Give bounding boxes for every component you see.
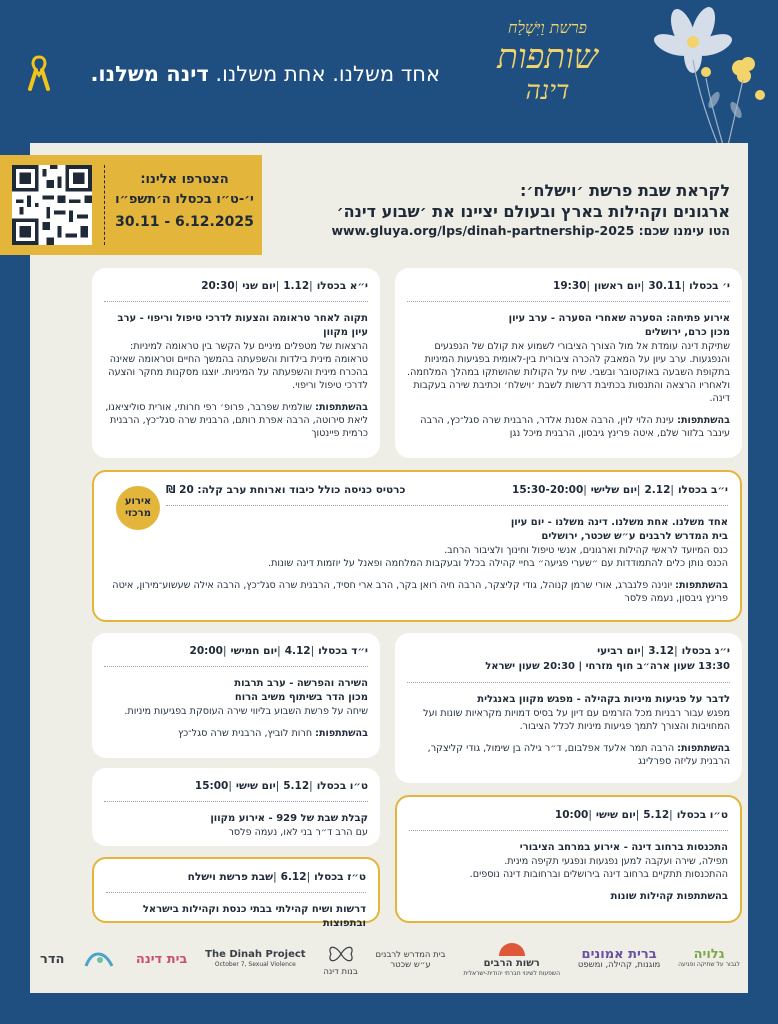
dotted-divider: [104, 301, 368, 302]
event-time: 15:30-20:00: [512, 484, 584, 496]
dotted-divider: [106, 892, 366, 893]
participants-label: בהשתתפות:: [677, 415, 730, 426]
hamesh-hatzi-logo: [82, 948, 118, 973]
event-title: לדבר על פגיעות מיניות בקהילה - מפגש מקוון באנגלית: [477, 694, 730, 705]
event-date: 3.12: [648, 645, 675, 657]
event-description: כנס המיועד לראשי קהילות וארגונים, אנשי טיפול וחינוך ולציבור הרחב.: [444, 545, 728, 556]
event-title: תקוה לאחר טראומה והצעות לדרכי טיפול וריפוי - ערב עיון מקוון: [117, 313, 368, 338]
partner-logos: [40, 935, 740, 985]
dotted-divider: [104, 666, 368, 667]
event-title: קבלת שבת של 929 - אירוע מקוון: [210, 813, 368, 824]
event-day: יום רביעי: [597, 645, 641, 657]
event-time: 10:00: [554, 809, 589, 821]
event-meta: י״ד בכסלו|4.12|יום חמישי|20:00: [189, 645, 368, 657]
join-label: הצטרפו אלינו:: [140, 172, 229, 187]
dotted-divider: [407, 682, 730, 683]
event-day: יום ראשון: [594, 280, 641, 292]
participants-label: בהשתתפות:: [677, 743, 730, 754]
event-hebrew-date: י״ג בכסלו: [681, 645, 730, 657]
participants-label: בהשתתפות:: [675, 580, 728, 591]
event-hebrew-date: ט״ו בכסלו: [676, 809, 728, 821]
website-link[interactable]: www.gluya.org/lps/dinah-partnership-2025: [331, 223, 635, 238]
participants-label: בהשתתפות:: [315, 402, 368, 413]
event-time: 19:30: [553, 280, 587, 292]
event-description: שיחה על פרשת השבוע בליווי שירה העוסקת בפגיעות מיניות.: [124, 706, 368, 717]
event-time: 15:00: [194, 780, 229, 792]
galuya-logo: גלויה לגבור על שתיקה ופגיעה: [678, 947, 740, 968]
event-venue: בית המדרש לרבנים ע״ש שכטר, ירושלים: [541, 531, 728, 542]
event-venue: מכון כרם, ירושלים: [644, 327, 730, 338]
event-title: השירה והפרשה - ערב תרבות: [234, 678, 368, 689]
event-date: 5.12: [643, 809, 670, 821]
join-divider: [104, 165, 105, 245]
event-time: 20:30: [201, 280, 235, 292]
event-description: מפגש עבור רבניות מכל הזרמים עם דיון על בסיס דמויות מקראיות שונות ועל המחויבות והצורך לתמך פגיעות מיניות לכלל הציבור.: [423, 708, 730, 732]
event-description-2: הכנס נותן כלים להתמודדות עם ״שערי פגיעה״ בחיי קהילה בכלל ובעקבות המלחמה ופאנל על יוזמות דינה שונות.: [268, 558, 728, 569]
event-time: 13:30 שעון ארה״ב חוף מזרחי | 20:30 שעון ישראל: [485, 661, 730, 672]
qr-code-icon[interactable]: [12, 165, 92, 245]
event-hebrew-date: י״א בכסלו: [316, 280, 368, 292]
event-description: עם הרב ד״ר בני לאו, נעמה פלסר: [228, 827, 368, 838]
event-description: תפילה, שירה ועקבה למען נפגעות ונפגעי תקיפה מינית.: [504, 856, 728, 867]
event-meta: י״ג בכסלו|3.12|יום רביעי: [597, 645, 730, 657]
event-meta: ט״ז בכסלו|6.12|שבת פרשת וישלח: [187, 871, 366, 883]
intro-title-line1: לקראת שבת פרשת ׳וישלח׳:: [519, 181, 730, 200]
dotted-divider: [407, 301, 730, 302]
event-day: יום חמישי: [230, 645, 278, 657]
logo-main: שותפות: [497, 37, 598, 77]
intro-title: [290, 180, 730, 222]
rashut-harabbim-logo: רשות הרבים השפעות לשינוי חברתי יהודית-ישראלית: [463, 942, 560, 979]
hadar-logo: הדר: [40, 952, 65, 967]
event-date: 2.12: [644, 484, 671, 496]
yellow-ribbon-icon: [28, 55, 50, 91]
event-hebrew-date: ט״ז בכסלו: [314, 871, 366, 883]
participants-label: בהשתתפות קהילות שונות: [610, 891, 728, 902]
tagline-plain: אחד משלנו. אחת משלנו.: [208, 62, 440, 86]
flowers-illustration: [628, 0, 778, 145]
schechter-logo: בית המדרש לרבנים ע״ש שכטר: [375, 950, 446, 970]
event-card-culture: [92, 633, 380, 758]
event-participants: עינת הלוי לוין, הרבה אסנת אלדר, הרבנית שרה סגל־כץ, הרבה עינבר בלזור שלם, איטה פרינץ גיבסון, הרבנית מיכל נגן: [420, 415, 730, 439]
join-hebrew-dates: י׳-ט״ו בכסלו ה׳תשפ״ו: [115, 192, 254, 207]
logo-sub: פרשת וַיִּשְׁלַח: [508, 18, 587, 37]
event-card-main: [92, 470, 742, 622]
event-date: 1.12: [283, 280, 310, 292]
event-day: יום שישי: [595, 809, 636, 821]
ticket-info: כרטיס כניסה כולל כיבוד וארוחת ערב קלה: 20 ₪: [166, 484, 406, 496]
event-card-shabbat: [92, 857, 380, 929]
intro-title-line2: ארגונים וקהילות בארץ ובעולם יציינו את ׳שבוע דינה׳: [336, 202, 730, 221]
dotted-divider: [104, 801, 368, 802]
event-title: התכנסות ברחוב דינה - אירוע במרחב הציבורי: [519, 842, 728, 853]
event-participants: יונינה פלנברג, אורי שרמן קנוהל, גודי קליצקר, הרבה חיה רואן בקר, הרב ארי חסיד, הרבנית שרה סגל־כץ, הרבה אילה שעשוע־מירון, איטה פרינץ גיבסון, נעמה פלסר: [112, 580, 728, 604]
dotted-divider: [166, 505, 728, 506]
event-card-street: [395, 795, 742, 923]
event-participants: חרות לוביץ, הרבנית שרה סגל־כץ: [177, 728, 313, 739]
event-description-2: ההתכנסות תתקיים ברחוב דינה בירושלים וברחובות דינה נוספים.: [469, 869, 728, 880]
participants-label: בהשתתפות:: [315, 728, 368, 739]
url-label: הטו עימנו שכם:: [638, 223, 730, 238]
event-participants: שולמית שפרבר, פרופ׳ רפי חרותי, אורית סוליציאנו, ליאת סירוטה, הרבה אפרת רותם, הרבנית שרה סגל־כץ, הרבנית כרמית פיינטוך: [105, 402, 368, 439]
event-meta: ט״ו בכסלו|5.12|יום שישי|10:00: [554, 809, 728, 821]
event-participants: הרבה תמר אלעד אפלבום, ד״ר גילה בן שימול, גודי קליצקר, הרבנית עליזה ספרלינג: [427, 743, 730, 767]
event-date: 6.12: [280, 871, 307, 883]
logo-name: דינה: [525, 76, 570, 106]
event-day: יום שישי: [235, 780, 276, 792]
dinah-project-logo: The Dinah Project October 7, Sexual Violence: [205, 949, 306, 968]
event-card-opening: [395, 268, 742, 458]
join-dates: 30.11 - 6.12.2025: [115, 214, 254, 230]
event-meta: י״ב בכסלו|2.12|יום שלישי|15:30-20:00 כרטיס כניסה כולל כיבוד וארוחת ערב קלה: 20 ₪: [166, 484, 728, 496]
brit-amanim-logo: ברית אמונים מוגנות, קהילה, ומשפט: [577, 947, 661, 970]
tagline: [60, 62, 440, 86]
event-hebrew-date: י״ב בכסלו: [677, 484, 728, 496]
event-card-trauma: [92, 268, 380, 458]
event-date: 4.12: [284, 645, 311, 657]
campaign-logo: [460, 18, 635, 128]
event-meta: י״א בכסלו|1.12|יום שני|20:30: [201, 280, 368, 292]
event-date: 5.12: [283, 780, 310, 792]
event-description: שתיקת דינה עומדת אל מול הצורך הציבורי לשמוע את קולם של הנפגעים והנפגעות. ערב עיון על המאבק להכרה ציבורית בין-לאומית בפגיעות המיניות בתקופת השבעה באוקטובר ובשבי. שיח על הקולות שהושתקו במהלך המלחמה. ולאחריו הרצאה והתנסות בכתיבת דרשות לשבת ׳וישלח׳ וכתיבת שירה בעקבות דינה.: [407, 341, 730, 404]
event-day: יום שני: [242, 280, 276, 292]
butterfly-logo: בנות דינה: [323, 944, 357, 977]
beit-dina-logo: בית דינה: [135, 952, 188, 967]
event-card-english: [395, 633, 742, 783]
event-meta: ט״ו בכסלו|5.12|יום שישי|15:00: [194, 780, 368, 792]
join-info: [112, 170, 257, 234]
event-hebrew-date: י׳ בכסלו: [689, 280, 730, 292]
event-day: יום שלישי: [590, 484, 637, 496]
event-venue: מכון הדר בשיתוף משיב הרוח: [234, 692, 368, 703]
event-time: 20:00: [189, 645, 223, 657]
tagline-bold: דינה משלנו.: [90, 62, 209, 86]
intro-url-line: [290, 223, 730, 238]
event-card-929: [92, 768, 380, 846]
event-date: 30.11: [648, 280, 682, 292]
event-meta: י׳ בכסלו|30.11|יום ראשון|19:30: [553, 280, 730, 292]
event-hebrew-date: י״ד בכסלו: [318, 645, 368, 657]
event-description: הרצאות של מטפלים מיניים על הקשר בין טראומה למיניות: טראומה מינית בילדות והשפעתה בהמשך החיים וטראומה שאינה בהכרח מינית והשפעתה על המיניות. יוצגו מסקנות מחקר והצעה לדרכי טיפול וריפוי.: [108, 341, 368, 391]
event-title: אירוע פתיחה: הסערה שאחרי הסערה - ערב עיון: [508, 313, 730, 324]
event-title: אחד משלנו. אחת משלנו. דינה משלנו - יום עיון: [510, 517, 728, 528]
main-event-badge: אירוע מרכזי: [116, 486, 160, 530]
event-hebrew-date: ט״ו בכסלו: [316, 780, 368, 792]
event-day: שבת פרשת וישלח: [187, 871, 274, 883]
dotted-divider: [409, 830, 728, 831]
event-title: דרשות ושיח קהילתי בבתי כנסת וקהילות בישראל ובתפוצות: [142, 904, 366, 929]
